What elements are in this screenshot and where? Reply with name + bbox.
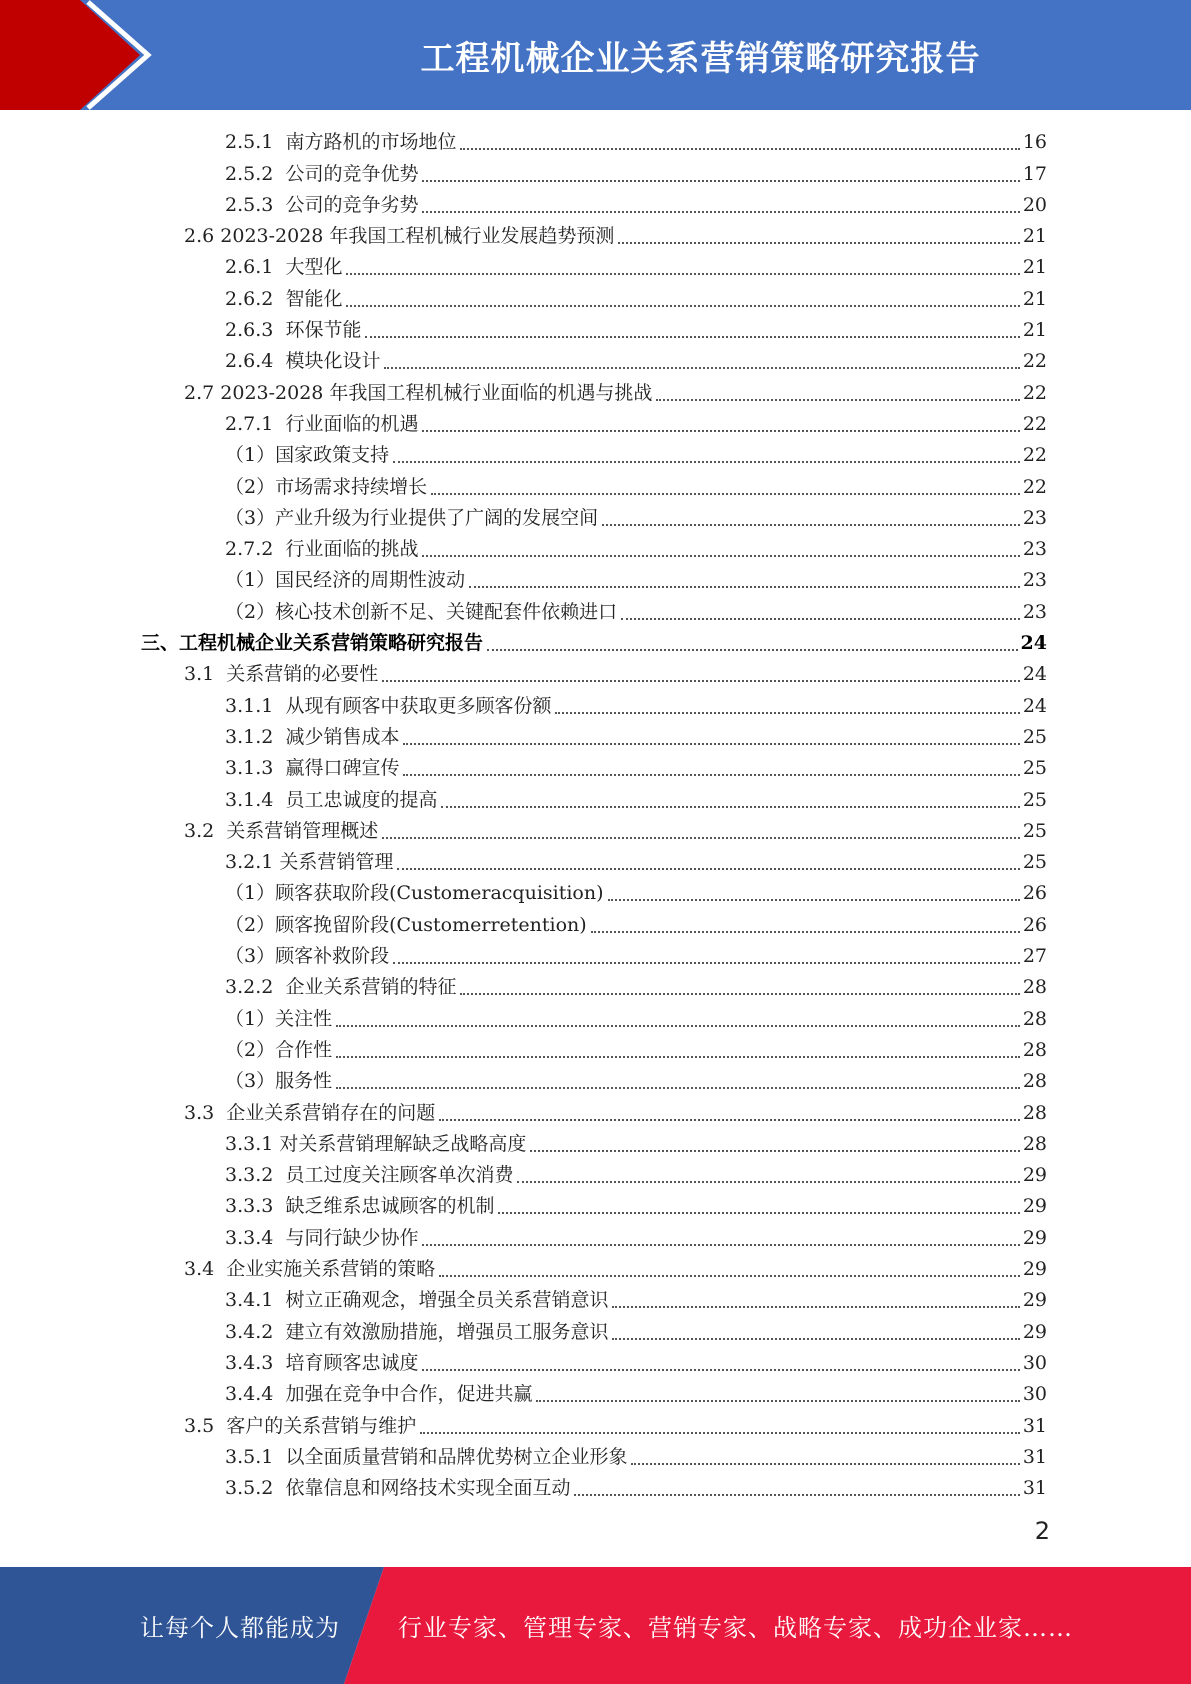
toc-entry[interactable] [0,284,1191,315]
toc-entry-number: 三、 [141,632,180,655]
toc-entry-title: 环保节能 [285,319,362,342]
toc-entry-title: 加强在竞争中合作，促进共赢 [285,1383,533,1406]
toc-entry-title: 核心技术创新不足、关键配套件依赖进口 [275,600,618,623]
toc-entry-title: 企业实施关系营销的策略 [226,1258,436,1281]
toc-dot-leader [422,430,1019,432]
toc-dot-leader [336,1025,1020,1027]
toc-entry-page: 29 [1022,1195,1047,1218]
toc-dot-leader [530,1150,1019,1152]
toc-entry-title: 树立正确观念，增强全员关系营销意识 [285,1289,609,1312]
toc-dot-leader [422,555,1019,557]
toc-dot-leader [422,1369,1019,1371]
toc-entry[interactable] [0,1066,1191,1097]
toc-entry-number: （2） [225,475,276,498]
toc-entry-page: 16 [1022,131,1047,154]
toc-entry-number: （3） [225,506,276,529]
toc-entry-page: 25 [1022,851,1047,874]
toc-entry-page: 25 [1022,788,1047,811]
toc-entry-number: 2.5.2 [225,162,286,185]
toc-entry-page: 24 [1022,663,1047,686]
toc-entry-page: 23 [1022,569,1047,592]
toc-dot-leader [382,680,1020,682]
toc-dot-leader [439,1275,1020,1277]
toc-dot-leader [346,305,1019,307]
toc-entry-number: 3.2 [184,819,227,842]
toc-entry-title: 与同行缺少协作 [285,1226,419,1249]
toc-entry-number: 3.4.2 [225,1320,286,1343]
toc-entry-title: 南方路机的市场地位 [285,131,457,154]
toc-entry[interactable] [0,1160,1191,1191]
toc-entry-title: 合作性 [275,1038,333,1061]
toc-entry-number: （3） [225,1070,276,1093]
toc-dot-leader [439,1119,1020,1121]
toc-entry-number: （3） [225,945,276,968]
toc-entry-title: 缺乏维系忠诚顾客的机制 [285,1195,495,1218]
toc-dot-leader [460,148,1019,150]
toc-entry-page: 30 [1022,1351,1047,1374]
toc-entry-title: 企业关系营销存在的问题 [226,1101,436,1124]
toc-dot-leader [517,1181,1019,1183]
toc-entry-title: 依靠信息和网络技术实现全面互动 [285,1477,571,1500]
toc-entry[interactable] [0,910,1191,941]
toc-entry-page: 25 [1022,725,1047,748]
toc-dot-leader [621,618,1020,620]
toc-entry-title: 培育顾客忠诚度 [285,1351,419,1374]
toc-entry-number: 2.6.2 [225,287,286,310]
toc-entry-number: 2.7 [184,381,221,404]
toc-entry[interactable] [0,659,1191,690]
toc-dot-leader [608,899,1020,901]
toc-entry-page: 21 [1022,225,1047,248]
page-number: 2 [1034,1517,1050,1545]
toc-entry-title: 工程机械企业关系营销策略研究报告 [179,632,484,655]
toc-entry-title: 关注性 [275,1007,333,1030]
toc-entry-page: 28 [1022,1101,1047,1124]
toc-dot-leader [631,1463,1019,1465]
toc-dot-leader [431,493,1020,495]
toc-entry-number: 2.5.3 [225,193,286,216]
toc-entry-number: 3.1.4 [225,788,286,811]
toc-dot-leader [498,1212,1019,1214]
toc-dot-leader [336,1087,1020,1089]
toc-dot-leader [460,993,1019,995]
toc-entry[interactable] [0,1473,1191,1504]
toc-entry-title: 顾客补救阶段 [275,945,390,968]
toc-entry-page: 22 [1022,381,1047,404]
toc-entry-title: 市场需求持续增长 [275,475,428,498]
toc-entry[interactable] [0,1285,1191,1316]
toc-entry[interactable] [0,597,1191,628]
toc-entry-page: 29 [1022,1258,1047,1281]
toc-entry[interactable] [0,565,1191,596]
toc-entry-title: 公司的竞争劣势 [285,193,419,216]
toc-dot-leader [612,1306,1019,1308]
toc-entry[interactable] [0,628,1191,659]
toc-dot-leader [591,931,1020,933]
toc-entry-page: 23 [1022,506,1047,529]
toc-entry-number: 3.1.3 [225,757,286,780]
toc-entry[interactable] [0,816,1191,847]
toc-entry-number: 3.4.4 [225,1383,286,1406]
toc-entry-page: 27 [1022,945,1047,968]
toc-entry-title: 产业升级为行业提供了广阔的发展空间 [275,506,599,529]
toc-entry[interactable] [0,1191,1191,1222]
toc-entry-title: 模块化设计 [285,350,381,373]
toc-entry[interactable] [0,753,1191,784]
toc-entry-page: 29 [1022,1164,1047,1187]
toc-entry[interactable] [0,1442,1191,1473]
toc-entry[interactable] [0,722,1191,753]
toc-dot-leader [403,743,1019,745]
toc-entry[interactable] [0,471,1191,502]
toc-dot-leader [602,524,1020,526]
toc-entry[interactable] [0,409,1191,440]
toc-entry-page: 25 [1022,819,1047,842]
toc-entry-page: 20 [1022,193,1047,216]
toc-entry[interactable] [0,784,1191,815]
toc-entry[interactable] [0,1097,1191,1128]
toc-entry[interactable] [0,1003,1191,1034]
toc-entry-page: 24 [1022,694,1047,717]
toc-entry[interactable] [0,1316,1191,1347]
toc-entry-page: 21 [1022,256,1047,279]
toc-entry-page: 21 [1022,287,1047,310]
toc-dot-leader [612,1338,1019,1340]
toc-entry-page: 25 [1022,757,1047,780]
toc-entry-number: （2） [225,1038,276,1061]
toc-entry-number: （2） [225,913,276,936]
toc-entry[interactable] [0,127,1191,158]
toc-entry[interactable] [0,1254,1191,1285]
toc-entry-title: 行业面临的机遇 [285,412,419,435]
toc-entry-number: （1） [225,882,276,905]
toc-entry-number: 2.7.2 [225,538,286,561]
footer-slogan-left: 让每个人都能成为 [140,1614,340,1642]
toc-dot-leader [422,1244,1019,1246]
toc-dot-leader [656,399,1019,401]
toc-entry[interactable] [0,503,1191,534]
toc-entry-number: 3.5.2 [225,1477,286,1500]
toc-dot-leader [487,649,1018,651]
toc-entry-title: 对关系营销理解缺乏战略高度 [279,1132,527,1155]
toc-dot-leader [346,273,1019,275]
toc-entry-page: 28 [1022,976,1047,999]
page-footer [0,1567,1191,1684]
toc-entry[interactable] [0,941,1191,972]
toc-entry-page: 31 [1022,1445,1047,1468]
toc-dot-leader [618,242,1019,244]
toc-entry[interactable] [0,972,1191,1003]
toc-entry-page: 29 [1022,1226,1047,1249]
toc-entry-number: 2.5.1 [225,131,286,154]
toc-entry[interactable] [0,534,1191,565]
toc-entry-page: 26 [1022,913,1047,936]
toc-entry-title: 关系营销管理 [279,851,394,874]
toc-entry[interactable] [0,252,1191,283]
toc-entry-number: （2） [225,600,276,623]
toc-entry-page: 23 [1022,538,1047,561]
toc-entry-page: 24 [1020,632,1047,655]
toc-entry-page: 28 [1022,1070,1047,1093]
toc-entry[interactable] [0,1410,1191,1441]
toc-entry[interactable] [0,158,1191,189]
toc-entry-title: 员工忠诚度的提高 [285,788,438,811]
toc-dot-leader [536,1400,1019,1402]
toc-entry-title: 大型化 [285,256,343,279]
toc-entry-title: 公司的竞争优势 [285,162,419,185]
toc-entry-title: 服务性 [275,1070,333,1093]
toc-entry-page: 23 [1022,600,1047,623]
toc-entry-number: 3.1.1 [225,694,286,717]
toc-entry[interactable] [0,1348,1191,1379]
toc-entry-number: 3.1.2 [225,725,286,748]
toc-entry-title: 行业面临的挑战 [285,538,419,561]
toc-entry-number: 3.2.1 [225,851,280,874]
toc-entry-page: 28 [1022,1007,1047,1030]
toc-dot-leader [403,774,1019,776]
toc-entry-page: 22 [1022,412,1047,435]
toc-entry-title: 顾客获取阶段(Customeracquisition) [275,882,604,905]
toc-entry-title: 客户的关系营销与维护 [226,1414,417,1437]
toc-dot-leader [469,586,1020,588]
toc-entry[interactable] [0,315,1191,346]
toc-entry-title: 企业关系营销的特征 [285,976,457,999]
toc-entry-number: （1） [225,444,276,467]
toc-entry[interactable] [0,190,1191,221]
toc-entry-title: 赢得口碑宣传 [285,757,400,780]
toc-entry-number: 3.3.2 [225,1164,286,1187]
toc-dot-leader [422,211,1019,213]
toc-entry-number: 3.3.1 [225,1132,280,1155]
toc-entry-title: 关系营销管理概述 [226,819,379,842]
toc-entry-page: 26 [1022,882,1047,905]
toc-entry-title: 关系营销的必要性 [226,663,379,686]
toc-entry-page: 28 [1022,1038,1047,1061]
toc-entry[interactable] [0,221,1191,252]
toc-entry-number: 2.7.1 [225,412,286,435]
toc-dot-leader [397,868,1019,870]
toc-entry-title: 2023-2028 年我国工程机械行业面临的机遇与挑战 [220,381,653,404]
toc-entry-number: 3.5.1 [225,1445,286,1468]
toc-entry-page: 29 [1022,1320,1047,1343]
toc-entry-page: 31 [1022,1477,1047,1500]
toc-dot-leader [393,461,1020,463]
toc-entry[interactable] [0,1129,1191,1160]
toc-entry-number: 2.6.4 [225,350,286,373]
toc-entry[interactable] [0,847,1191,878]
toc-entry[interactable] [0,690,1191,721]
toc-dot-leader [420,1432,1020,1434]
toc-entry-number: 3.4.3 [225,1351,286,1374]
toc-entry-page: 22 [1022,444,1047,467]
toc-dot-leader [336,1056,1020,1058]
toc-entry-number: （1） [225,1007,276,1030]
toc-dot-leader [384,367,1019,369]
toc-entry-number: 3.3 [184,1101,227,1124]
toc-entry-page: 17 [1022,162,1047,185]
toc-entry[interactable] [0,346,1191,377]
toc-entry-number: 3.5 [184,1414,227,1437]
toc-entry-number: 3.3.3 [225,1195,286,1218]
toc-dot-leader [365,336,1019,338]
toc-entry-number: 2.6 [184,225,221,248]
toc-dot-leader [555,712,1019,714]
toc-entry[interactable] [0,1379,1191,1410]
toc-dot-leader [574,1494,1019,1496]
toc-dot-leader [393,962,1020,964]
toc-entry-page: 28 [1022,1132,1047,1155]
toc-entry-title: 以全面质量营销和品牌优势树立企业形象 [285,1445,628,1468]
toc-dot-leader [422,180,1019,182]
toc-entry-title: 2023-2028 年我国工程机械行业发展趋势预测 [220,225,615,248]
toc-entry-number: 3.4.1 [225,1289,286,1312]
toc-entry-page: 31 [1022,1414,1047,1437]
toc-entry[interactable] [0,377,1191,408]
toc-entry[interactable] [0,440,1191,471]
toc-entry-title: 国民经济的周期性波动 [275,569,466,592]
toc-entry-page: 22 [1022,475,1047,498]
toc-entry-title: 减少销售成本 [285,725,400,748]
toc-entry-title: 顾客挽留阶段(Customerretention) [275,913,587,936]
toc-entry-number: 3.1 [184,663,227,686]
toc-entry-number: 3.4 [184,1258,227,1281]
toc-entry-title: 从现有顾客中获取更多顾客份额 [285,694,552,717]
toc-entry-number: （1） [225,569,276,592]
document-title: 工程机械企业关系营销策略研究报告 [420,38,981,79]
page-header [0,0,1191,110]
toc-entry-page: 30 [1022,1383,1047,1406]
toc-entry-number: 3.3.4 [225,1226,286,1249]
toc-entry-title: 员工过度关注顾客单次消费 [285,1164,514,1187]
toc-entry-number: 2.6.3 [225,319,286,342]
toc-dot-leader [441,806,1019,808]
toc-entry[interactable] [0,878,1191,909]
toc-entry-title: 国家政策支持 [275,444,390,467]
toc-entry-title: 智能化 [285,287,343,310]
toc-entry[interactable] [0,1035,1191,1066]
toc-entry-page: 21 [1022,319,1047,342]
toc-dot-leader [382,837,1020,839]
toc-entry-page: 29 [1022,1289,1047,1312]
toc-entry-title: 建立有效激励措施，增强员工服务意识 [285,1320,609,1343]
toc-entry-number: 3.2.2 [225,976,286,999]
toc-entry-number: 2.6.1 [225,256,286,279]
toc-entry-page: 22 [1022,350,1047,373]
toc-entry[interactable] [0,1223,1191,1254]
footer-slogan-right: 行业专家、管理专家、营销专家、战略专家、成功企业家…… [398,1614,1073,1642]
